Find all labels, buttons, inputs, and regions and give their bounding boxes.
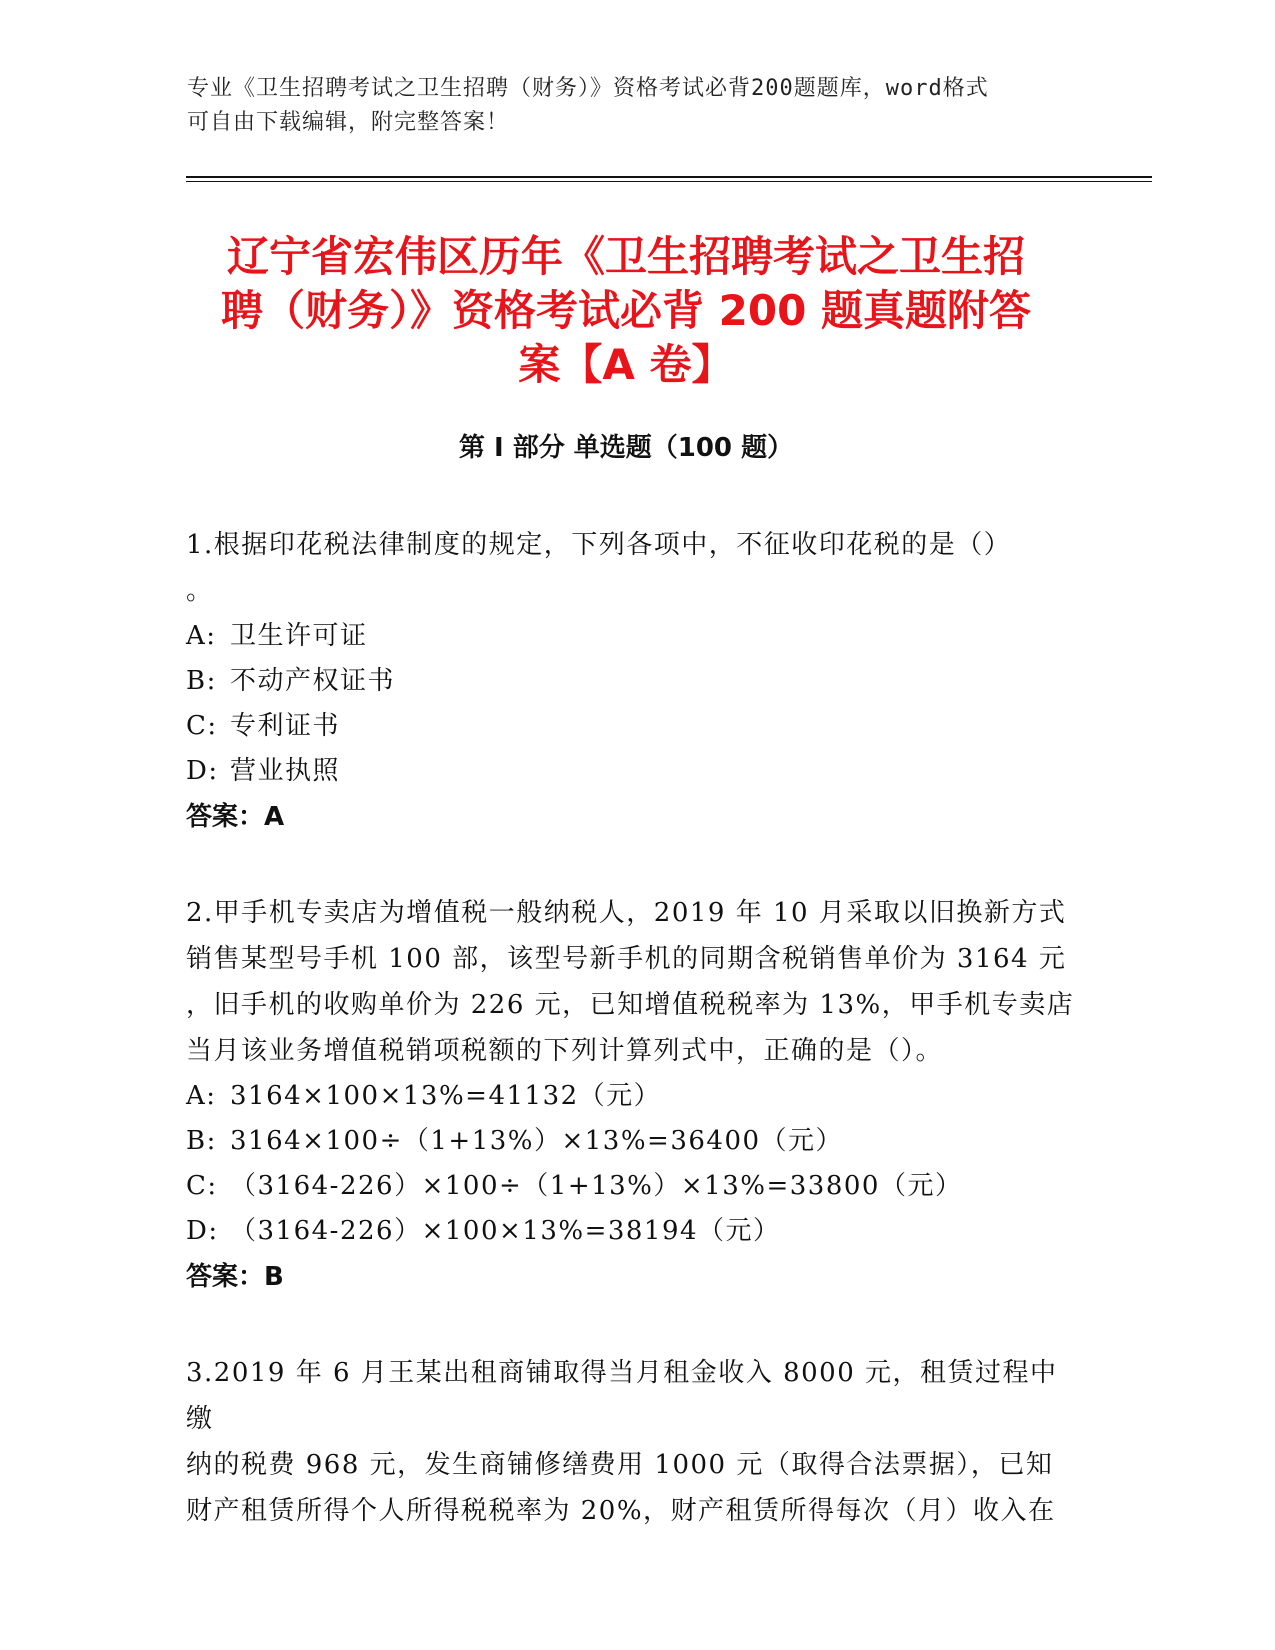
question-1-stem-line-1: 1.根据印花税法律制度的规定，下列各项中，不征收印花税的是（） bbox=[186, 530, 1012, 560]
option-text: 3164×100÷（1+13%）×13%=36400（元） bbox=[230, 1126, 844, 1156]
option-text: （3164-226）×100÷（1+13%）×13%=33800（元） bbox=[230, 1171, 963, 1201]
option-letter: D: bbox=[186, 1216, 219, 1246]
question-1-option-c bbox=[186, 704, 1076, 749]
question-2-option-b bbox=[186, 1119, 1076, 1164]
question-2-stem-line-3: ，旧手机的收购单价为 226 元，已知增值税税率为 13%，甲手机专卖店 bbox=[186, 990, 1075, 1020]
question-3-stem-line-1: 3.2019 年 6 月王某出租商铺取得当月租金收入 8000 元，租赁过程中缴 bbox=[186, 1358, 1058, 1434]
option-letter: B: bbox=[186, 666, 217, 696]
option-letter: D: bbox=[186, 756, 219, 786]
question-2-option-d bbox=[186, 1209, 1076, 1254]
question-3-stem-line-3: 财产租赁所得个人所得税税率为 20%，财产租赁所得每次（月）收入在 bbox=[186, 1496, 1056, 1526]
header-note-line-2: 可自由下载编辑，附完整答案！ bbox=[187, 110, 510, 135]
option-letter: B: bbox=[186, 1126, 217, 1156]
option-text: 3164×100×13%=41132（元） bbox=[230, 1081, 662, 1111]
question-2-stem-line-2: 销售某型号手机 100 部，该型号新手机的同期含税销售单价为 3164 元 bbox=[186, 944, 1067, 974]
question-2-stem-line-4: 当月该业务增值税销项税额的下列计算列式中，正确的是（）。 bbox=[186, 1036, 944, 1066]
question-2-option-a bbox=[186, 1074, 1076, 1119]
question-2-stem-line-1: 2.甲手机专卖店为增值税一般纳税人，2019 年 10 月采取以旧换新方式 bbox=[186, 898, 1067, 928]
option-text: 营业执照 bbox=[230, 756, 341, 786]
header-note bbox=[187, 72, 1067, 140]
question-3-stem-line-2: 纳的税费 968 元，发生商铺修缮费用 1000 元（取得合法票据），已知 bbox=[186, 1450, 1054, 1480]
option-letter: A: bbox=[186, 1081, 217, 1111]
question-1-option-a bbox=[186, 614, 1076, 659]
header-rule-thick bbox=[186, 176, 1152, 178]
option-text: 专利证书 bbox=[230, 711, 341, 741]
option-letter: C: bbox=[186, 1171, 218, 1201]
question-1-option-d bbox=[186, 749, 1076, 794]
section-title: 第 I 部分 单选题（100 题） bbox=[458, 433, 794, 463]
question-2-answer: 答案：B bbox=[186, 1262, 284, 1292]
document-title bbox=[186, 230, 1066, 392]
title-line-3: 案【A 卷】 bbox=[518, 340, 734, 389]
question-2-option-c bbox=[186, 1164, 1076, 1209]
option-letter: A: bbox=[186, 621, 217, 651]
option-text: （3164-226）×100×13%=38194（元） bbox=[230, 1216, 781, 1246]
header-note-line-1: 专业《卫生招聘考试之卫生招聘（财务）》资格考试必背200题题库，word格式 bbox=[187, 76, 989, 101]
question-3 bbox=[186, 1350, 1076, 1534]
question-1-answer: 答案：A bbox=[186, 802, 285, 832]
question-1 bbox=[186, 522, 1076, 840]
title-line-2: 聘（财务）》资格考试必背 200 题真题附答 bbox=[221, 286, 1031, 335]
question-2 bbox=[186, 890, 1076, 1300]
question-1-stem-line-2: 。 bbox=[186, 576, 214, 606]
option-letter: C: bbox=[186, 711, 218, 741]
question-1-option-b bbox=[186, 659, 1076, 704]
header-rule-thin bbox=[186, 181, 1152, 182]
question-list bbox=[186, 522, 1076, 1534]
option-text: 卫生许可证 bbox=[230, 621, 368, 651]
option-text: 不动产权证书 bbox=[230, 666, 396, 696]
title-line-1: 辽宁省宏伟区历年《卫生招聘考试之卫生招 bbox=[226, 232, 1025, 281]
